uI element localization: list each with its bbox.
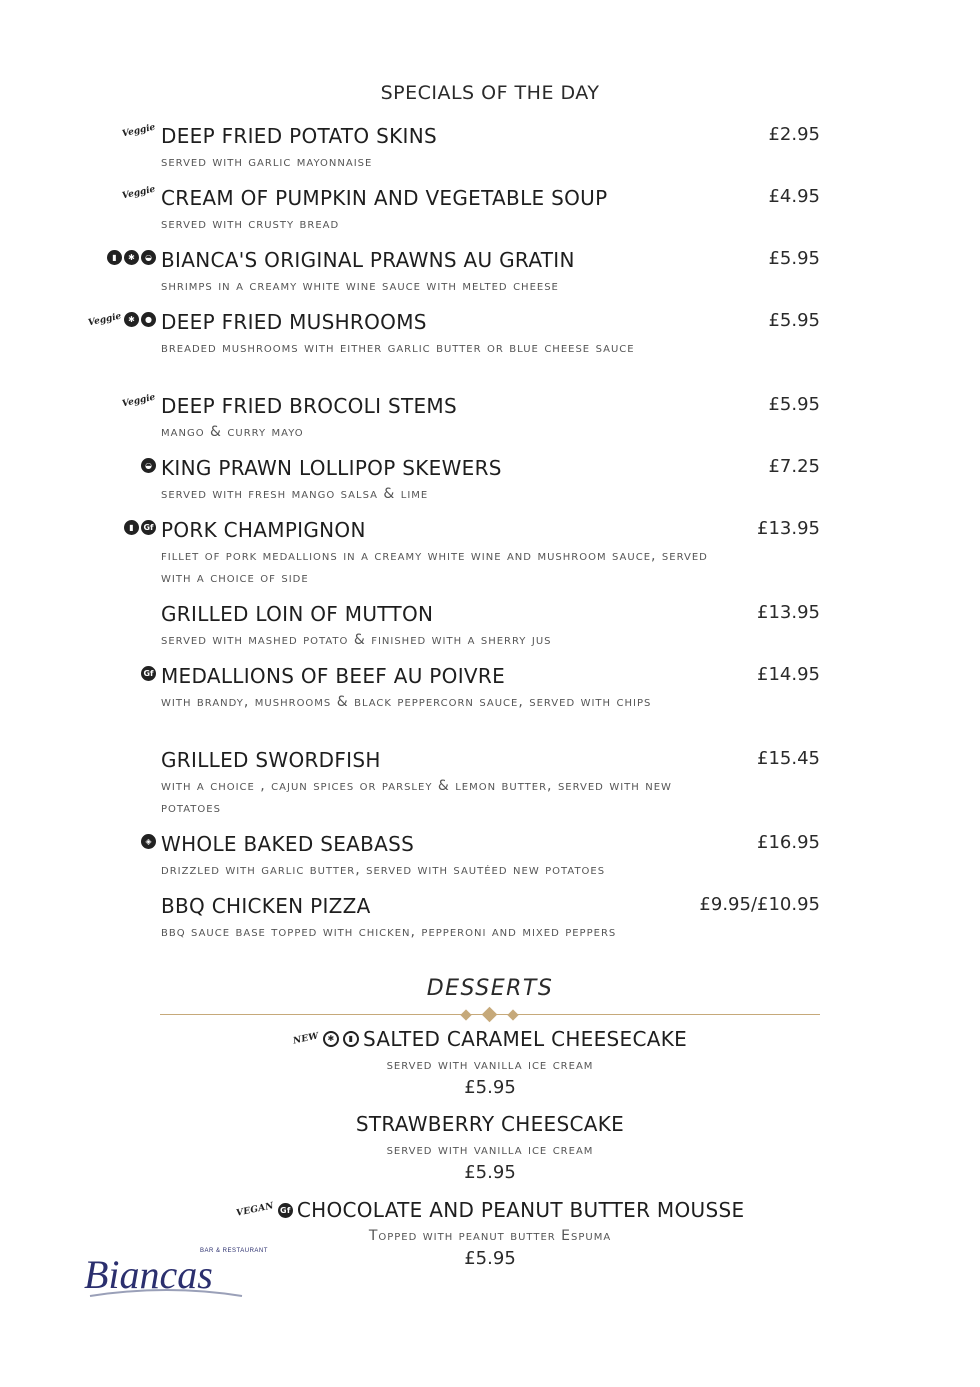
menu-item [0, 518, 980, 586]
veggie-icon: Veggie [121, 392, 157, 410]
dessert-description: served with vanilla ice cream [386, 1142, 594, 1158]
menu-item [0, 602, 980, 648]
dietary-icons [121, 392, 157, 410]
menu-item [0, 832, 980, 878]
dessert-item [0, 1026, 980, 1098]
dessert-price: £5.95 [464, 1077, 516, 1098]
dessert-item [0, 1112, 980, 1183]
gluten-free-icon: Gf [278, 1203, 293, 1218]
dessert-name-row [236, 1198, 745, 1222]
item-name: DEEP FRIED POTATO SKINS [161, 124, 437, 148]
egg-icon: ● [141, 312, 156, 327]
divider-ornament [460, 1009, 471, 1020]
item-name: DEEP FRIED MUSHROOMS [161, 310, 427, 334]
item-name: PORK CHAMPIGNON [161, 518, 366, 542]
dietary-icons [121, 122, 157, 140]
item-description: shrimps in a creamy white wine sauce with melted cheese [161, 278, 559, 294]
item-price: £13.95 [757, 518, 820, 539]
logo-tagline: BAR & RESTAURANT [200, 1248, 268, 1254]
item-price: £16.95 [757, 832, 820, 853]
fish-icon: ◈ [141, 834, 156, 849]
veggie-icon: Veggie [87, 311, 123, 328]
item-description: with brandy, mushrooms & black peppercorn sauce, served with chips [161, 694, 652, 710]
item-price: £9.95/£10.95 [699, 894, 820, 915]
gluten-icon: ✱ [124, 312, 139, 327]
item-description: drizzled with garlic butter, served with sautéed new potatoes [161, 862, 606, 878]
item-price: £7.25 [768, 456, 820, 477]
item-description: breaded mushrooms with either garlic butter or blue cheese sauce [161, 340, 635, 356]
item-name: KING PRAWN LOLLIPOP SKEWERS [161, 456, 502, 480]
gluten-free-icon: Gf [141, 666, 156, 681]
item-price: £2.95 [768, 124, 820, 145]
menu-item [0, 894, 980, 940]
shellfish-icon: ◒ [141, 458, 156, 473]
dietary-icons [124, 520, 156, 535]
item-description: mango & curry mayo [161, 424, 304, 440]
item-price: £5.95 [768, 310, 820, 331]
menu-item [0, 392, 980, 440]
item-price: £4.95 [768, 186, 820, 207]
vegan-badge: VEGAN [234, 1201, 275, 1219]
item-description: fillet of pork medallions in a creamy white wine and mushroom sauce, served with a choice of side [161, 548, 708, 586]
biancas-logo [82, 1240, 268, 1310]
item-name: MEDALLIONS OF BEEF AU POIVRE [161, 664, 506, 688]
divider-ornament [507, 1009, 518, 1020]
item-name: DEEP FRIED BROCOLI STEMS [161, 394, 457, 418]
item-name: BBQ CHICKEN PIZZA [161, 894, 371, 918]
menu-item [0, 310, 980, 372]
item-description: served with fresh mango salsa & lime [161, 486, 429, 502]
item-description: with a choice , cajun spices or parsley & lemon butter, served with new potatoes [161, 778, 672, 816]
gluten-free-icon: Gf [141, 520, 156, 535]
item-name: CREAM OF PUMPKIN AND VEGETABLE SOUP [161, 186, 608, 210]
item-price: £15.45 [757, 748, 820, 769]
veggie-icon: Veggie [121, 122, 157, 140]
item-name: WHOLE BAKED SEABASS [161, 832, 415, 856]
item-description: bbq sauce base topped with chicken, pepperoni and mixed peppers [161, 924, 617, 940]
item-description: served with mashed potato & finished with a sherry jus [161, 632, 552, 648]
item-description: served with garlic mayonnaise [161, 154, 373, 170]
dietary-icons [141, 458, 156, 473]
menu-item [0, 748, 980, 816]
item-name: BIANCA'S ORIGINAL PRAWNS AU GRATIN [161, 248, 575, 272]
item-name: GRILLED LOIN OF MUTTON [161, 602, 434, 626]
item-price: £14.95 [757, 664, 820, 685]
gluten-icon: ✱ [323, 1031, 339, 1047]
menu-item [0, 664, 980, 726]
item-price: £5.95 [768, 394, 820, 415]
dessert-price: £5.95 [464, 1162, 516, 1183]
item-price: £13.95 [757, 602, 820, 623]
item-description: served with crusty bread [161, 216, 340, 232]
milk-icon: ▮ [124, 520, 139, 535]
item-price: £5.95 [768, 248, 820, 269]
milk-icon: ▮ [107, 250, 122, 265]
dessert-description: Topped with peanut butter Espuma [368, 1228, 612, 1244]
dessert-name-row [356, 1112, 624, 1136]
dietary-icons [121, 184, 157, 202]
logo-wordmark: Biancas [84, 1252, 213, 1297]
dietary-icons [88, 312, 156, 327]
dessert-name: STRAWBERRY CHEESCAKE [355, 1112, 625, 1136]
dietary-icons [107, 250, 156, 265]
item-name: GRILLED SWORDFISH [161, 748, 381, 772]
milk-icon: ▮ [343, 1031, 359, 1047]
dessert-name: SALTED CARAMEL CHEESECAKE [363, 1027, 688, 1051]
dessert-name-row [293, 1027, 687, 1051]
page-title: SPECIALS OF THE DAY [380, 82, 600, 104]
new-badge: NEW [292, 1031, 320, 1047]
dessert-price: £5.95 [464, 1248, 516, 1269]
dessert-name: CHOCOLATE AND PEANUT BUTTER MOUSSE [296, 1198, 745, 1222]
veggie-icon: Veggie [121, 184, 157, 202]
desserts-heading: DESSERTS [426, 976, 554, 1001]
menu-item [0, 456, 980, 502]
shellfish-icon: ◒ [141, 250, 156, 265]
divider-ornament [482, 1007, 498, 1023]
menu-item [0, 184, 980, 232]
gluten-icon: ✱ [124, 250, 139, 265]
dietary-icons [141, 666, 156, 681]
menu-item [0, 122, 980, 170]
dietary-icons [141, 834, 156, 849]
dessert-description: served with vanilla ice cream [386, 1057, 594, 1073]
menu-item [0, 248, 980, 294]
